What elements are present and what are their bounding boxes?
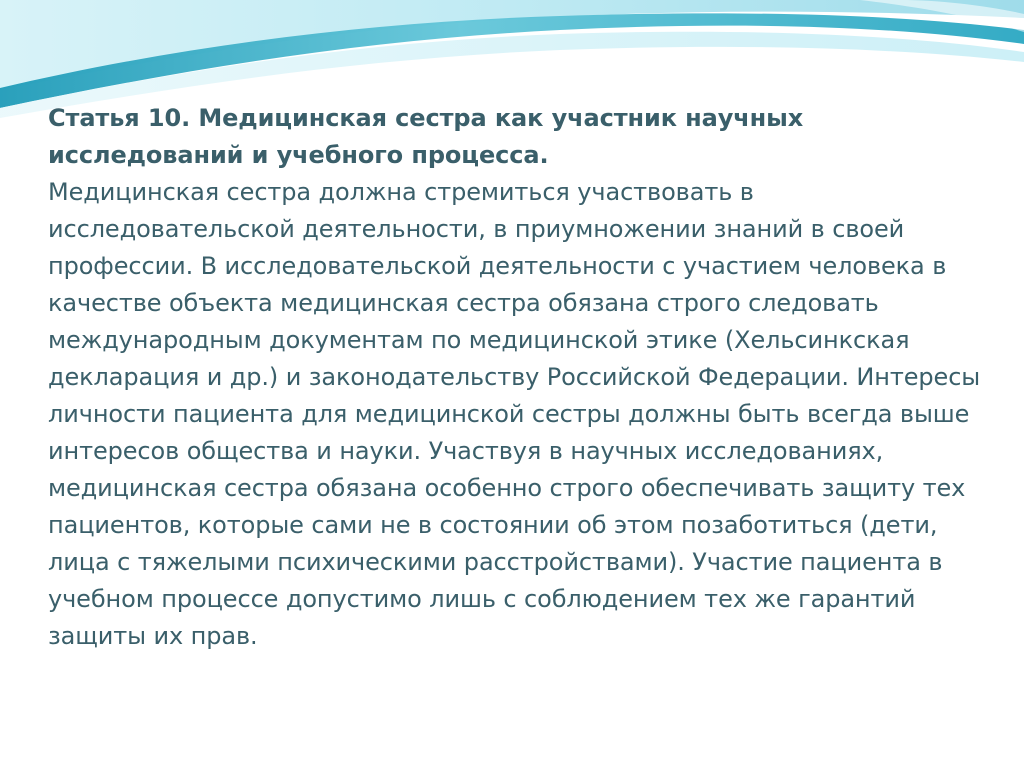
slide-body-text: Медицинская сестра должна стремиться участвовать в исследовательской деятельности, в приумножении знаний в своей профессии. В исследовательской деятельности с участием человека в качестве объекта медицинская сестра обязана строго следовать международным документам по медицинской этике (Хельсинкская декларация и др.) и законодательству Российской Федерации. Интересы личности пациента для медицинской сестры должны быть всегда выше интересов общества и науки. Участвуя в научных исследованиях, медицинская сестра обязана особенно строго обеспечивать защиту тех пациентов, которые сами не в состоянии об этом позаботиться (дети, лица с тяжелыми психическими расстройствами). Участие пациента в учебном процессе допустимо лишь с соблюдением тех же гарантий защиты их прав. [48, 178, 981, 650]
slide-title: Статья 10. Медицинская сестра как участник научных исследований и учебного процесса. [48, 104, 804, 169]
slide-content [48, 100, 988, 655]
